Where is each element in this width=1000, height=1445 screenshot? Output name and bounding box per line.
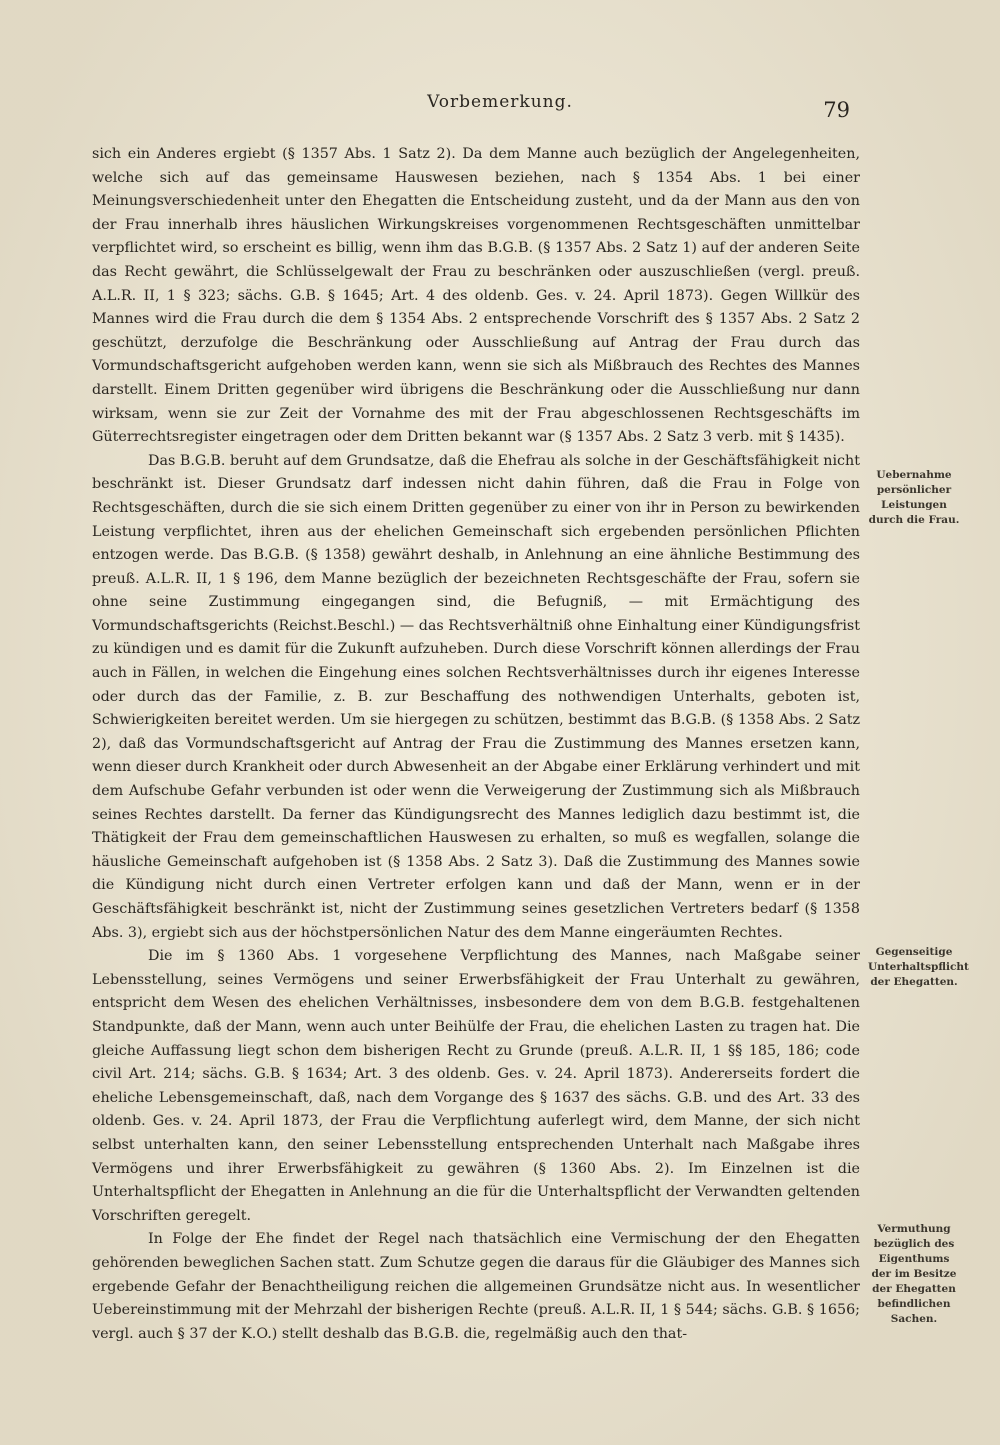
margin-note: Uebernahme persönlicher Leistungen durch die Frau. [868,469,960,526]
paragraph: In Folge der Ehe findet der Regel nach thatsächlich eine Vermischung der den Ehegatten gehörenden beweglichen Sachen statt. Zum Schutze gegen die daraus für die Gläubiger des Mannes sich ergebende Gefahr der Benachtheiligung reichen die allgemeinen Grundsätze nicht aus. In wesentlicher Uebereinstimmung mit der Mehrzahl der bisherigen Rechte (preuß. A.L.R. II, 1 § 544; sächs. G.B. § 1656; vergl. auch § 37 der K.O.) stellt deshalb das B.G.B. die, regelmäßig auch den that- [92,1231,860,1342]
paragraph: Das B.G.B. beruht auf dem Grundsatze, daß die Ehefrau als solche in der Geschäftsfähigkeit nicht beschränkt ist. Dieser Grundsatz darf indessen nicht dahin führen, daß die Frau in Folge von Rechtsgeschäften, durch die sie sich einem Dritten gegenüber zu einer von ihr in Person zu bewirkenden Leistung verpflichtet, ihren aus der ehelichen Gemeinschaft sich ergebenden persönlichen Pflichten entzogen werde. Das B.G.B. (§ 1358) gewährt deshalb, in Anlehnung an eine ähnliche Bestimmung des preuß. A.L.R. II, 1 § 196, dem Manne bezüglich der bezeichneten Rechtsgeschäfte der Frau, sofern sie ohne seine Zustimmung eingegangen sind, die Befugniß, — mit Ermächtigung des Vormundschaftsgerichts (Reichst.Beschl.) — das Rechtsverhältniß ohne Einhaltung einer Kündigungsfrist zu kündigen und es damit für die Zukunft aufzuheben. Durch diese Vorschrift können allerdings der Frau auch in Fällen, in welchen die Eingehung eines solchen Rechtsverhältnisses durch ihr eigenes Interesse oder durch das der Familie, z. B. zur Beschaffung des nothwendigen Unterhalts, geboten ist, Schwierigkeiten bereitet werden. Um sie hiergegen zu schützen, bestimmt das B.G.B. (§ 1358 Abs. 2 Satz 2), daß das Vormundschaftsgericht auf Antrag der Frau die Zustimmung des Mannes ersetzen kann, wenn dieser durch Krankheit oder durch Abwesenheit an der Abgabe einer Erklärung verhindert und mit dem Aufschube Gefahr verbunden ist oder wenn die Verweigerung der Zustimmung sich als Mißbrauch seines Rechtes darstellt. Da ferner das Kündigungsrecht des Mannes lediglich dazu bestimmt ist, die Thätigkeit der Frau dem gemeinschaftlichen Hauswesen zu erhalten, so muß es wegfallen, solange die häusliche Gemeinschaft aufgehoben ist (§ 1358 Abs. 2 Satz 3). Daß die Zustimmung des Mannes sowie die Kündigung nicht durch einen Vertreter erfolgen kann und daß der Mann, wenn er in der Geschäftsfähigkeit beschränkt ist, nicht der Zustimmung seines gesetzlichen Vertreters bedarf (§ 1358 Abs. 3), ergiebt sich aus der höchstpersönlichen Natur des dem Manne eingeräumten Rechtes. [92,452,860,941]
margin-note: Vermuthung bezüglich des Eigenthums der im Besitze der Ehegatten befindlichen Sachen. [871,1223,957,1325]
main-text [92,143,860,1346]
paragraph: sich ein Anderes ergiebt (§ 1357 Abs. 1 Satz 2). Da dem Manne auch bezüglich der Angelegenheiten, welche sich auf das gemeinsame Hauswesen beziehen, nach § 1354 Abs. 1 bei einer Meinungsverschiedenheit unter den Ehegatten die Entscheidung zusteht, und da der Mann aus den von der Frau innerhalb ihres häuslichen Wirkungskreises vorgenommenen Rechtsgeschäften unmittelbar verpflichtet wird, so erscheint es billig, wenn ihm das B.G.B. (§ 1357 Abs. 2 Satz 1) auf der anderen Seite das Recht gewährt, die Schlüsselgewalt der Frau zu beschränken oder auszuschließen (vergl. preuß. A.L.R. II, 1 § 323; sächs. G.B. § 1645; Art. 4 des oldenb. Ges. v. 24. April 1873). Gegen Willkür des Mannes wird die Frau durch die dem § 1354 Abs. 2 entsprechende Vorschrift des § 1357 Abs. 2 Satz 2 geschützt, derzufolge die Beschränkung oder Ausschließung auf Antrag der Frau durch das Vormundschaftsgericht aufgehoben werden kann, wenn sie sich als Mißbrauch des Rechtes des Mannes darstellt. Einem Dritten gegenüber wird übrigens die Beschränkung oder die Ausschließung nur dann wirksam, wenn sie zur Zeit der Vornahme des mit der Frau abgeschlossenen Rechtsgeschäfts im Güterrechtsregister eingetragen oder dem Dritten bekannt war (§ 1357 Abs. 2 Satz 3 verb. mit § 1435). [92,146,860,446]
margin-note: Gegenseitige Unterhaltspflicht der Ehegatten. [868,946,969,988]
paragraph: Die im § 1360 Abs. 1 vorgesehene Verpflichtung des Mannes, nach Maßgabe seiner Lebensstellung, seines Vermögens und seiner Erwerbsfähigkeit der Frau Unterhalt zu gewähren, entspricht dem Wesen des ehelichen Verhältnisses, insbesondere dem von dem B.G.B. festgehaltenen Standpunkte, daß der Mann, wenn auch unter Beihülfe der Frau, die ehelichen Lasten zu tragen hat. Die gleiche Auffassung liegt schon dem bisherigen Recht zu Grunde (preuß. A.L.R. II, 1 §§ 185, 186; code civil Art. 214; sächs. G.B. § 1634; Art. 3 des oldenb. Ges. v. 24. April 1873). Andererseits fordert die eheliche Lebensgemeinschaft, daß, nach dem Vorgange des § 1637 des sächs. G.B. und des Art. 33 des oldenb. Ges. v. 24. April 1873, der Frau die Verpflichtung auferlegt wird, dem Manne, der sich nicht selbst unterhalten kann, den seiner Lebensstellung entsprechenden Unterhalt nach Maßgabe ihres Vermögens und ihrer Erwerbsfähigkeit zu gewähren (§ 1360 Abs. 2). Im Einzelnen ist die Unterhaltspflicht der Ehegatten in Anlehnung an die für die Unterhaltspflicht der Verwandten geltenden Vorschriften geregelt. [92,948,860,1224]
page-number: 79 [823,98,850,122]
running-title: Vorbemerkung. [427,92,573,112]
